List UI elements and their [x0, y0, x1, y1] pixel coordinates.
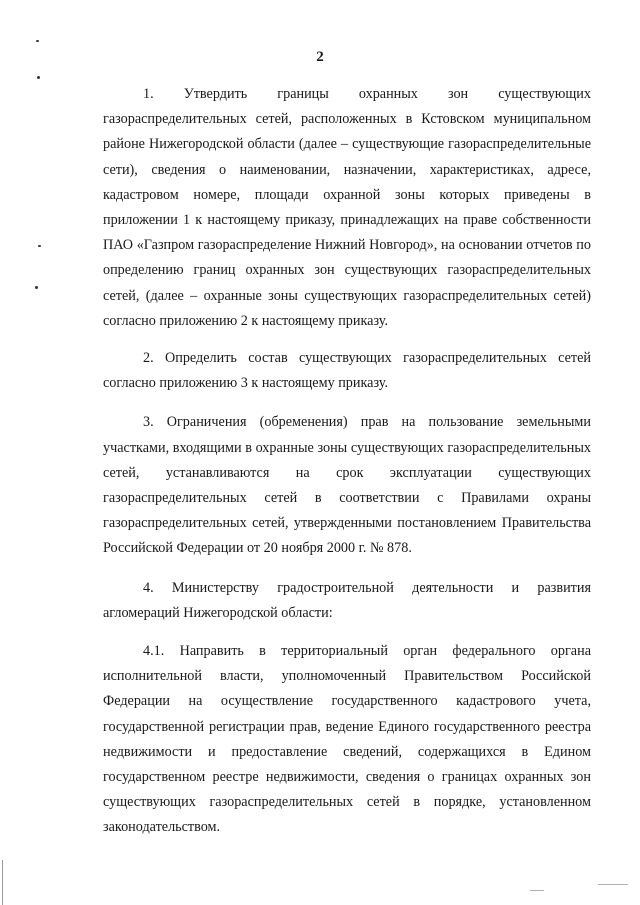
paragraph-4: 4. Министерству градостроительной деятельности и развития агломераций Нижегородской области:: [103, 579, 591, 621]
scan-speck: [35, 286, 38, 289]
paragraph-3: 3. Ограничения (обременения) прав на пользование земельными участками, входящими в охранные зоны существующих газораспределительных сетей, устанавливаются на срок эксплуатации существующих газораспределительных сетей в соответствии с Правилами охраны газораспределительных сетей, утвержденными постановлением Правительства Российской Федерации от 20 ноября 2000 г. № 878.: [103, 414, 591, 557]
paragraph-4-1: 4.1. Направить в территориальный орган федерального органа исполнительной власти, уполномоченный Правительством Российской Федерации на осуществление государственного кадастрового учета, государственной регистрации прав, ведение Единого государственного реестра недвижимости и предоставление сведений, содержащихся в Едином государственном реестре недвижимости, сведения о границах охранных зон существующих газораспределительных сетей в порядке, установленном законодательством.: [103, 643, 591, 836]
scan-speck: [37, 76, 40, 79]
document-body: [103, 82, 591, 855]
scan-bottom-mark: [530, 890, 544, 891]
scan-edge-line: [2, 860, 3, 905]
paragraph-1: 1. Утвердить границы охранных зон существующих газораспределительных сетей, расположенных в Кстовском муниципальном районе Нижегородской области (далее – существующие газораспределительные сети), сведения о наименовании, назначении, характеристиках, адресе, кадастровом номере, площади охранной зоны которых приведены в приложении 1 к настоящему приказу, принадлежащих на праве собственности ПАО «Газпром газораспределение Нижний Новгород», на основании отчетов по определению границ охранных зон существующих газораспределительных сетей, (далее – охранные зоны существующих газораспределительных сетей) согласно приложению 2 к настоящему приказу.: [103, 86, 591, 329]
scan-bottom-mark: [598, 884, 628, 885]
paragraph-2: 2. Определить состав существующих газораспределительных сетей согласно приложению 3 к настоящему приказу.: [103, 350, 591, 392]
scan-speck: [38, 245, 41, 247]
page-number: 2: [316, 49, 324, 65]
scan-speck: [36, 40, 39, 42]
